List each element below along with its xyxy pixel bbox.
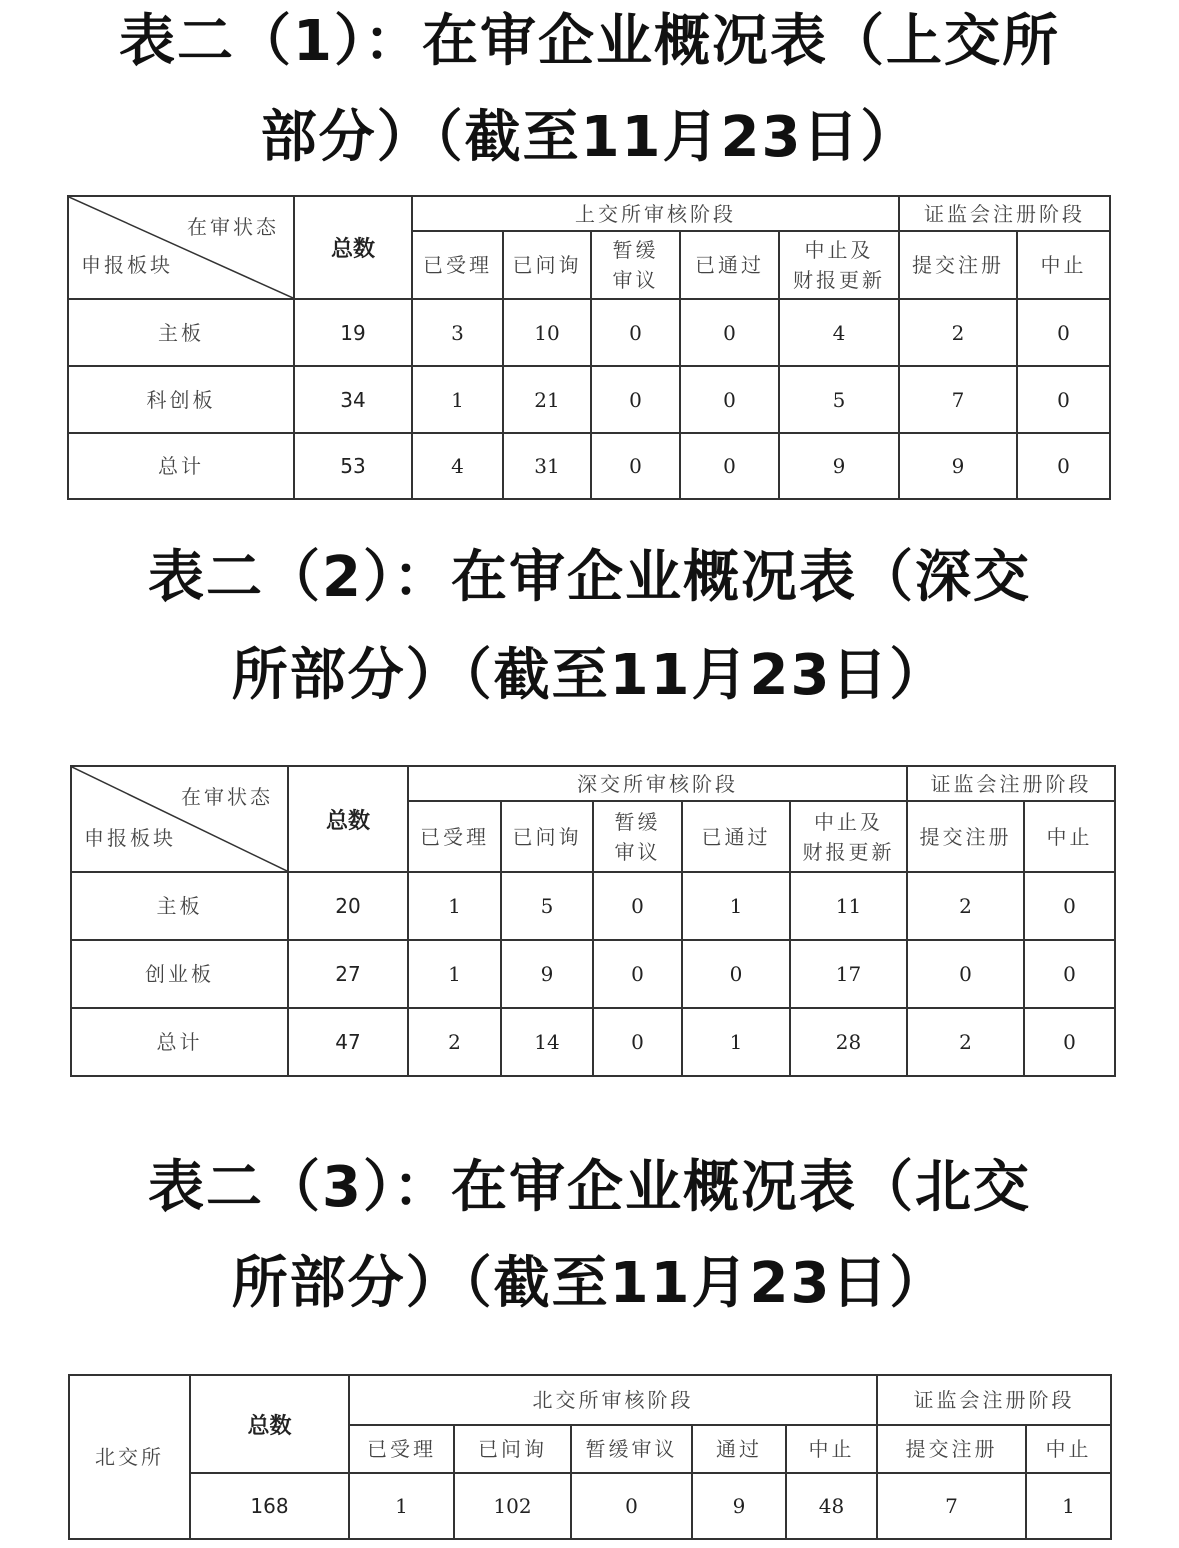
total-header: 总数 xyxy=(190,1375,349,1473)
row-total: 53 xyxy=(294,433,412,499)
table-bse xyxy=(68,1374,1112,1540)
cell: 2 xyxy=(907,1008,1024,1076)
title-sse-line2: 部分）（截至11月23日） xyxy=(260,105,919,170)
cell: 21 xyxy=(503,366,591,433)
col-deferred: 暂缓审议 xyxy=(571,1425,692,1473)
cell: 2 xyxy=(408,1008,501,1076)
cell: 0 xyxy=(1024,940,1115,1008)
col-accepted: 已受理 xyxy=(349,1425,454,1473)
cell: 0 xyxy=(1017,433,1110,499)
cell: 0 xyxy=(591,299,680,366)
table-row xyxy=(71,872,1115,940)
col-suspended-review: 中止 xyxy=(786,1425,877,1473)
cell: 0 xyxy=(591,366,680,433)
cell: 11 xyxy=(790,872,907,940)
row-total: 34 xyxy=(294,366,412,433)
col-suspended: 中止 xyxy=(1026,1425,1111,1473)
cell: 7 xyxy=(877,1473,1026,1539)
cell: 0 xyxy=(1017,299,1110,366)
cell: 9 xyxy=(899,433,1017,499)
cell: 1 xyxy=(682,872,790,940)
cell: 17 xyxy=(790,940,907,1008)
cell: 7 xyxy=(899,366,1017,433)
corner-status-label: 在审状态 xyxy=(187,215,279,239)
cell: 10 xyxy=(503,299,591,366)
cell: 9 xyxy=(779,433,899,499)
cell: 0 xyxy=(593,872,682,940)
review-group-header: 北交所审核阶段 xyxy=(349,1375,877,1425)
row-board: 主板 xyxy=(68,299,294,366)
row-board: 科创板 xyxy=(68,366,294,433)
review-group-header: 深交所审核阶段 xyxy=(408,766,907,801)
table-row xyxy=(68,299,1110,366)
col-deferred xyxy=(593,801,682,872)
table-row xyxy=(69,1473,1111,1539)
col-deferred-l2: 审议 xyxy=(614,839,661,864)
cell: 0 xyxy=(571,1473,692,1539)
col-inquired: 已问询 xyxy=(501,801,593,872)
table-sse xyxy=(67,195,1111,500)
corner-header xyxy=(68,196,294,299)
col-deferred xyxy=(591,231,680,299)
row-board: 主板 xyxy=(71,872,288,940)
corner-board-label: 申报板块 xyxy=(81,253,173,277)
corner-header xyxy=(71,766,288,872)
col-deferred-l2: 审议 xyxy=(612,268,659,292)
col-deferred-l1: 暂缓 xyxy=(614,809,661,834)
col-submit-registration: 提交注册 xyxy=(899,231,1017,299)
row-board: 总计 xyxy=(68,433,294,499)
col-suspended: 中止 xyxy=(1024,801,1115,872)
total-header: 总数 xyxy=(288,766,408,872)
cell: 1 xyxy=(408,940,501,1008)
cell: 0 xyxy=(680,433,779,499)
row-board: 北交所 xyxy=(69,1375,190,1539)
col-inquired: 已问询 xyxy=(503,231,591,299)
cell: 14 xyxy=(501,1008,593,1076)
cell: 5 xyxy=(501,872,593,940)
cell: 9 xyxy=(501,940,593,1008)
table-szse xyxy=(70,765,1116,1077)
cell: 2 xyxy=(899,299,1017,366)
csrc-group-header: 证监会注册阶段 xyxy=(899,196,1110,231)
title-bse-line1: 表二（3）：在审企业概况表（北交 xyxy=(148,1155,1031,1220)
cell: 1 xyxy=(349,1473,454,1539)
table-row xyxy=(68,366,1110,433)
cell: 1 xyxy=(408,872,501,940)
table-row xyxy=(71,1008,1115,1076)
row-board: 总计 xyxy=(71,1008,288,1076)
corner-status-label: 在审状态 xyxy=(181,785,273,809)
cell: 3 xyxy=(412,299,503,366)
cell: 5 xyxy=(779,366,899,433)
cell: 0 xyxy=(682,940,790,1008)
row-total: 47 xyxy=(288,1008,408,1076)
col-passed: 通过 xyxy=(692,1425,786,1473)
title-sse-line1: 表二（1）：在审企业概况表（上交所 xyxy=(119,9,1060,74)
table-row xyxy=(71,940,1115,1008)
col-suspended-l2: 财报更新 xyxy=(793,268,886,292)
col-passed: 已通过 xyxy=(682,801,790,872)
row-total: 20 xyxy=(288,872,408,940)
col-suspended-l1: 中止及 xyxy=(804,238,874,262)
col-deferred-l1: 暂缓 xyxy=(612,238,659,262)
row-total: 19 xyxy=(294,299,412,366)
cell: 0 xyxy=(1017,366,1110,433)
cell: 28 xyxy=(790,1008,907,1076)
cell: 0 xyxy=(907,940,1024,1008)
col-suspended: 中止 xyxy=(1017,231,1110,299)
row-board: 创业板 xyxy=(71,940,288,1008)
col-submit-registration: 提交注册 xyxy=(877,1425,1026,1473)
cell: 1 xyxy=(682,1008,790,1076)
csrc-group-header: 证监会注册阶段 xyxy=(907,766,1115,801)
col-suspended-update xyxy=(790,801,907,872)
row-total: 168 xyxy=(190,1473,349,1539)
corner-board-label: 申报板块 xyxy=(84,826,176,850)
cell: 4 xyxy=(412,433,503,499)
cell: 9 xyxy=(692,1473,786,1539)
cell: 0 xyxy=(593,1008,682,1076)
cell: 0 xyxy=(591,433,680,499)
cell: 0 xyxy=(680,299,779,366)
cell: 1 xyxy=(412,366,503,433)
title-szse-line1: 表二（2）：在审企业概况表（深交 xyxy=(148,545,1031,610)
col-accepted: 已受理 xyxy=(412,231,503,299)
cell: 4 xyxy=(779,299,899,366)
col-inquired: 已问询 xyxy=(454,1425,571,1473)
cell: 0 xyxy=(680,366,779,433)
col-suspended-l1: 中止及 xyxy=(814,809,884,834)
col-suspended-update xyxy=(779,231,899,299)
table-row xyxy=(68,433,1110,499)
cell: 1 xyxy=(1026,1473,1111,1539)
row-total: 27 xyxy=(288,940,408,1008)
total-header: 总数 xyxy=(294,196,412,299)
col-suspended-l2: 财报更新 xyxy=(802,839,895,864)
col-accepted: 已受理 xyxy=(408,801,501,872)
cell: 0 xyxy=(593,940,682,1008)
title-szse-line2: 所部分）（截至11月23日） xyxy=(231,643,948,708)
title-bse-line2: 所部分）（截至11月23日） xyxy=(231,1251,948,1316)
cell: 0 xyxy=(1024,1008,1115,1076)
cell: 102 xyxy=(454,1473,571,1539)
cell: 0 xyxy=(1024,872,1115,940)
csrc-group-header: 证监会注册阶段 xyxy=(877,1375,1111,1425)
col-passed: 已通过 xyxy=(680,231,779,299)
cell: 31 xyxy=(503,433,591,499)
cell: 48 xyxy=(786,1473,877,1539)
review-group-header: 上交所审核阶段 xyxy=(412,196,899,231)
cell: 2 xyxy=(907,872,1024,940)
col-submit-registration: 提交注册 xyxy=(907,801,1024,872)
